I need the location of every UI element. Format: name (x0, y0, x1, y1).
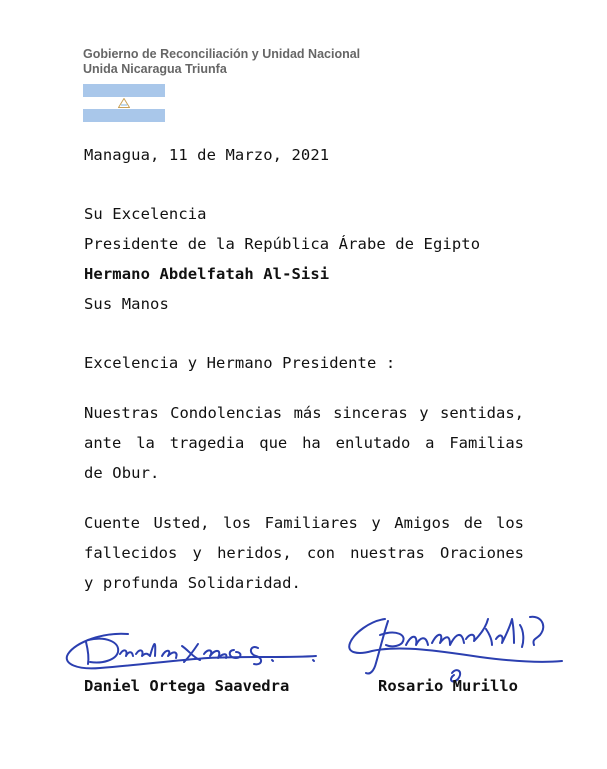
letterhead-line-2: Unida Nicaragua Triunfa (83, 62, 227, 76)
letterhead-line-1: Gobierno de Reconciliación y Unidad Nacional (83, 47, 361, 61)
recipient-salutation: Su Excelencia (84, 205, 207, 223)
recipient-name: Hermano Abdelfatah Al-Sisi (84, 265, 330, 283)
signature-daniel-ortega (58, 620, 328, 678)
flag-top-band (83, 84, 165, 97)
signer-right-name: Rosario Murillo (378, 677, 518, 695)
recipient-title: Presidente de la República Árabe de Egipto (84, 235, 481, 253)
recipient-delivery: Sus Manos (84, 295, 169, 313)
paragraph1-line3: de Obur. (84, 464, 160, 482)
paragraph2-line1: Cuente Usted, los Familiares y Amigos de los (84, 514, 524, 532)
paragraph1-line2: ante la tragedia que ha enlutado a Familias (84, 434, 524, 452)
letterhead (83, 47, 360, 77)
greeting: Excelencia y Hermano Presidente : (84, 354, 396, 372)
paragraph1-line1: Nuestras Condolencias más sinceras y sentidas, (84, 404, 524, 422)
paragraph2-line3: y profunda Solidaridad. (84, 574, 301, 592)
flag-bottom-band (83, 109, 165, 122)
flag-emblem-icon (118, 98, 130, 108)
nicaragua-flag (83, 84, 165, 122)
paragraph2-line2: fallecidos y heridos, con nuestras Oraciones (84, 544, 524, 562)
signer-left-name: Daniel Ortega Saavedra (84, 677, 290, 695)
date-line: Managua, 11 de Marzo, 2021 (84, 146, 330, 164)
